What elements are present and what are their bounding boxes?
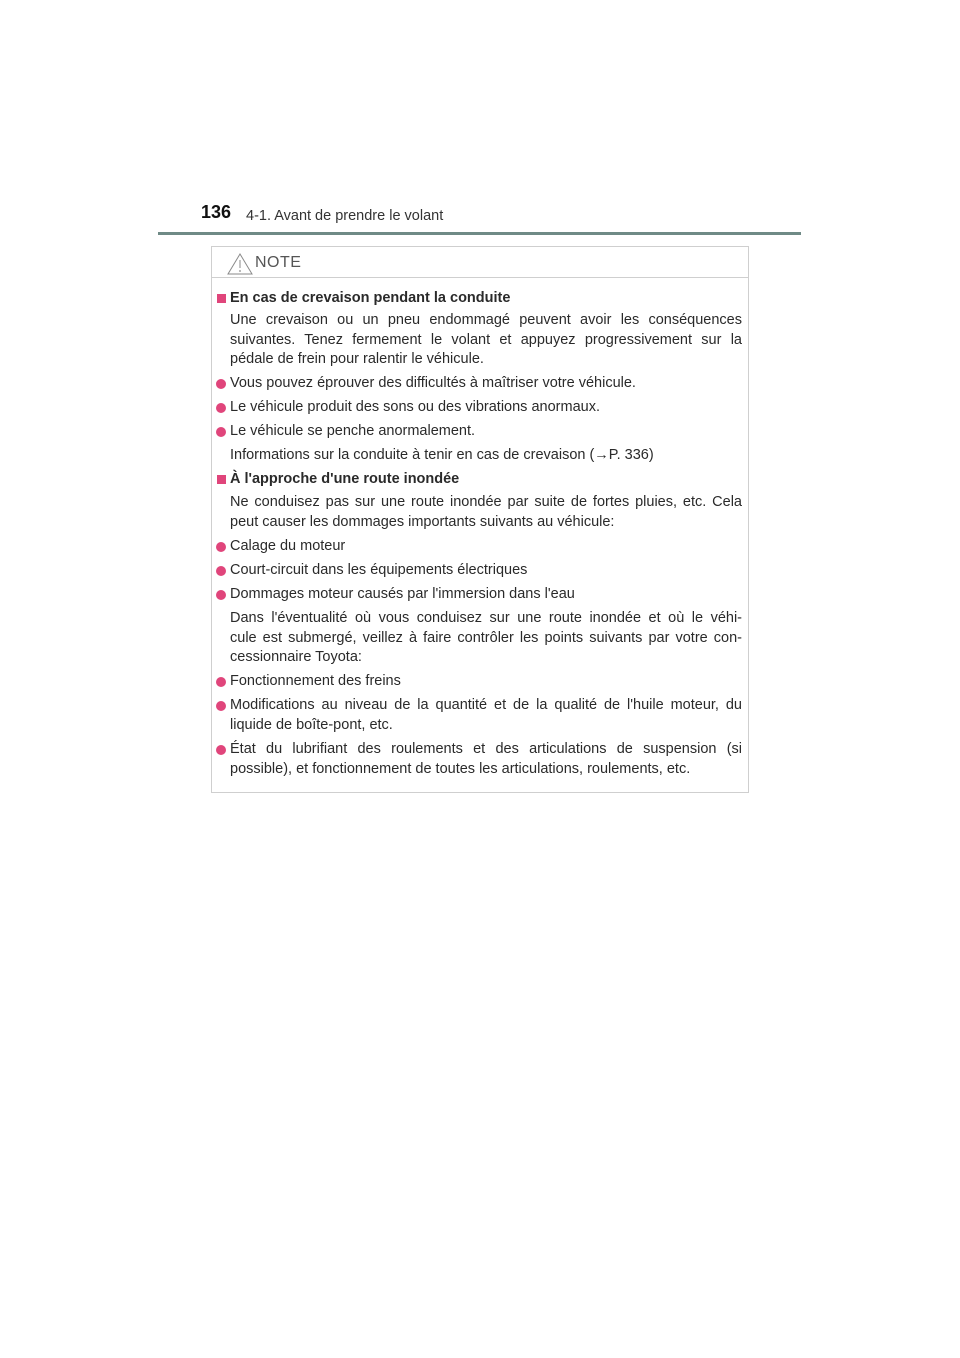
warning-triangle-icon xyxy=(227,253,253,275)
note-header xyxy=(212,247,748,278)
circle-bullet-icon xyxy=(216,745,226,755)
header-rule xyxy=(158,232,801,235)
circle-bullet-icon xyxy=(216,542,226,552)
note-box: NOTE En cas de crevaison pendant la conduite Une crevaison ou un pneu endommagé peuvent avoir les conséquences suivantes. Tenez fermement le volant et appuyez progressivement sur la pédale de frein pour ralentir le véhicule. Vous pouvez éprouver des difficultés à maîtriser votre véhicule. Le véhicule produit des sons ou des vibrations anormaux. Le véhicule se penche anormalement. Informations sur la conduite à tenir en cas de crevaison (→P. 336) À l'approche d'une route inondée Ne conduisez pas sur une route inondée par suite de fortes pluies, etc. Cela peut causer les dommages importants suivants au véhicule: Calage du moteur Court-circuit dans les équipements électriques Dommages moteur causés par l'immersion dans l'eau Dans l'éventualité où vous conduisez sur une route inondée et où le véhi- cule est submergé, veillez à faire contrôler les points suivants par votre con- cessionnaire Toyota: Fonctionnement des freins Modifications au niveau de la quantité et de la qualité de l'huile moteur, du liquide de boîte-pont, etc. État du lubrifiant des roulements et des articulations de suspension (si possible), et fonctionnement de toutes les articulations, roulements, etc. xyxy=(211,246,749,793)
circle-bullet-icon xyxy=(216,566,226,576)
note-title: NOTE xyxy=(255,254,302,271)
circle-bullet-icon xyxy=(216,677,226,687)
section-title: 4-1. Avant de prendre le volant xyxy=(246,208,444,224)
circle-bullet-icon xyxy=(216,590,226,600)
circle-bullet-icon xyxy=(216,427,226,437)
circle-bullet-icon xyxy=(216,403,226,413)
square-bullet-icon xyxy=(217,294,226,303)
page-number: 136 xyxy=(201,202,232,222)
square-bullet-icon xyxy=(217,475,226,484)
circle-bullet-icon xyxy=(216,379,226,389)
circle-bullet-icon xyxy=(216,701,226,711)
